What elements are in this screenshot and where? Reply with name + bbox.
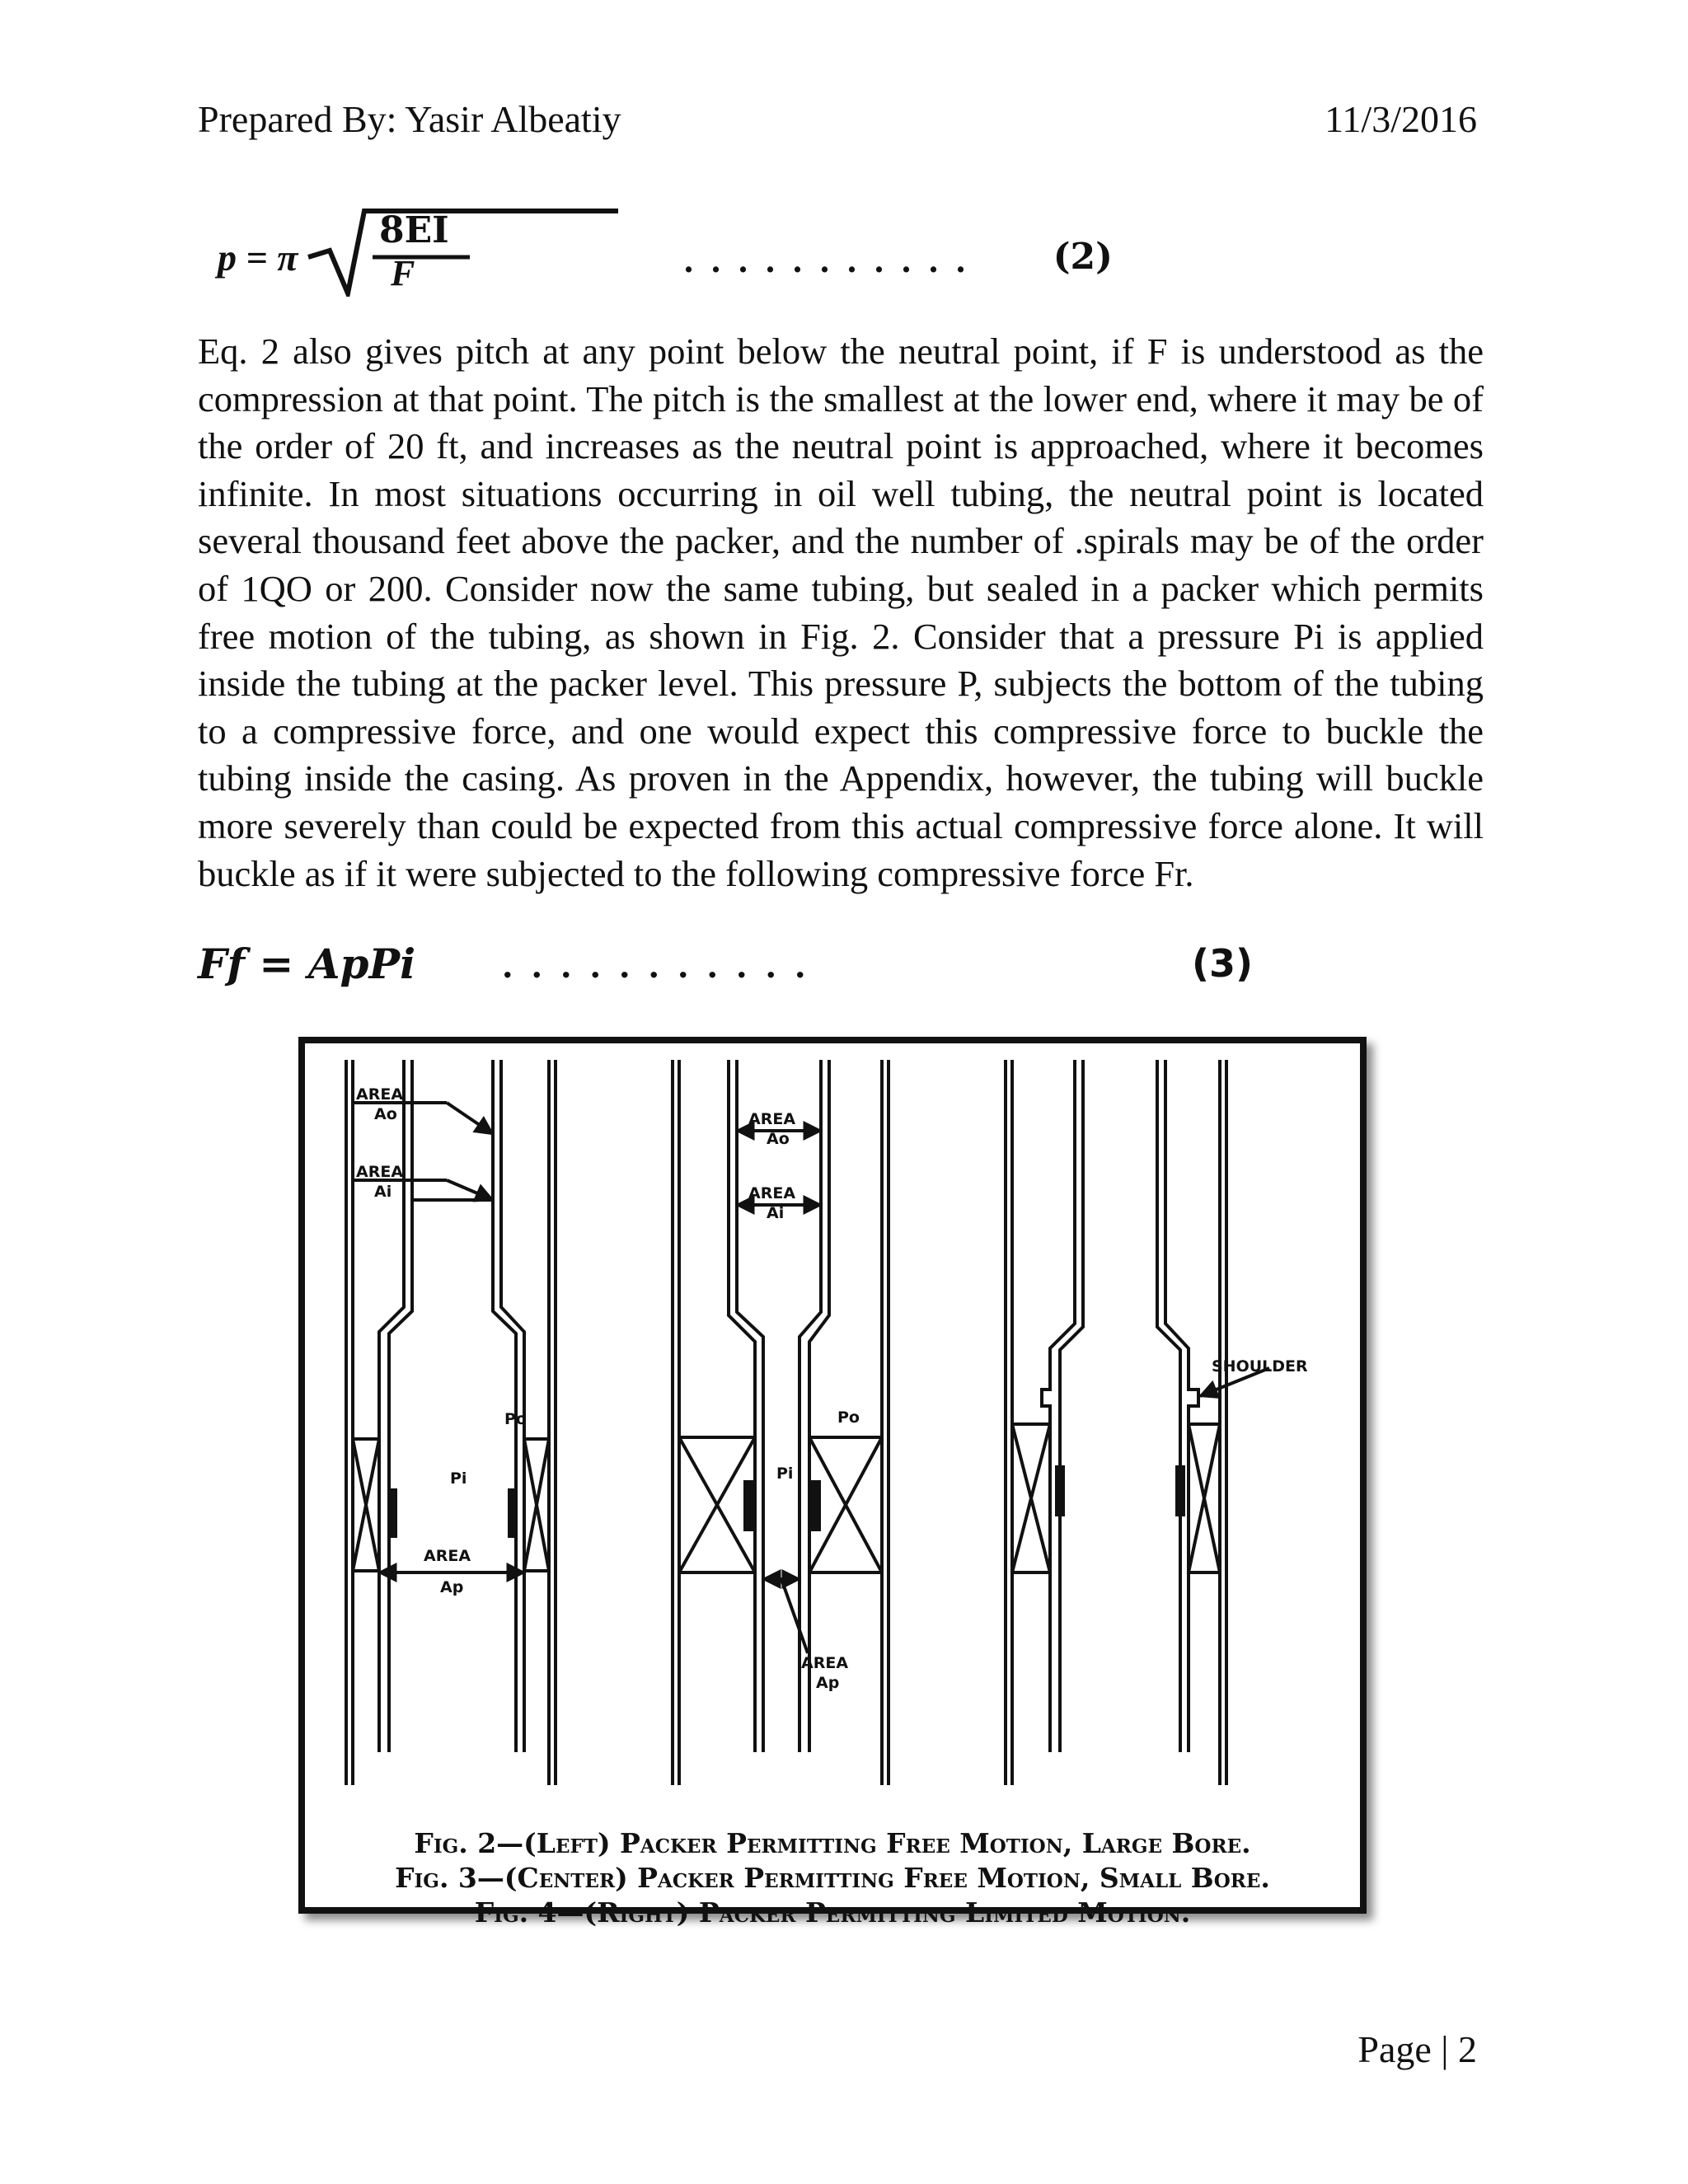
figure-caption-2: Fig. 2—(Left) Packer Permitting Free Motion, Large Bore. — [414, 1827, 1251, 1859]
equation-2-numerator: 8EI — [379, 209, 449, 251]
fig2-ai-label: Ai — [374, 1183, 392, 1201]
fig2-pi-label: Pi — [450, 1469, 467, 1488]
fig3-ao-label: Ao — [767, 1130, 790, 1148]
equation-2 — [198, 194, 1113, 307]
fig3-po-label: Po — [837, 1408, 860, 1427]
figure-caption-3: Fig. 3—(Center) Packer Permitting Free Motion, Small Bore. — [395, 1862, 1270, 1894]
fig2-area-ao-label: AREA — [356, 1085, 404, 1104]
page-number: Page | 2 — [1357, 2028, 1477, 2070]
equation-3-lhs: Ff = ApPi — [198, 940, 416, 988]
fig2-area-ap-label: AREA — [424, 1547, 471, 1565]
fig3-area-ap-label: AREA — [801, 1654, 849, 1672]
fig2-po-label: Po — [504, 1410, 527, 1428]
fig2-area-ai-label: AREA — [356, 1163, 404, 1181]
header-prepared-by: Prepared By: Yasir Albeatiy — [198, 98, 621, 140]
equation-2-leader-dots: ........... — [684, 240, 983, 280]
body-paragraph: Eq. 2 also gives pitch at any point below the neutral point, if F is understood as the compression at that point. The pitch is the smallest at the lower end, where it may be of the order of 20 ft, and increases as the neutral point is approached, where it becomes infinite. In most situations occurring in oil well tubing, the neutral point is located several thousand feet above the packer, and the number of .spirals may be of the order of 1QO or 200. Consider now the same tubing, but sealed in a packer which permits free motion of the tubing, as shown in Fig. 2. Consider that a pressure Pi is applied inside the tubing at the packer level. This pressure P, subjects the bottom of the tubing to a compressive force, and one would expect this compressive force to buckle the tubing inside the casing. As proven in the Appendix, however, the tubing will buckle more severely than could be expected from this actual compressive force alone. It will buckle as if it were subjected to the following compressive force Fr. — [198, 330, 1484, 894]
fig2-ao-label: Ao — [374, 1105, 397, 1123]
fig2-ap-label: Ap — [440, 1578, 464, 1596]
packer-figure — [298, 1037, 1367, 1929]
equation-3-leader-dots: ........... — [503, 944, 825, 986]
figure-captions — [305, 1826, 1360, 1930]
equation-3 — [198, 940, 1253, 1005]
fig3-ap-label: Ap — [816, 1674, 840, 1692]
equation-3-tag: (3) — [1191, 941, 1253, 986]
equation-2-denominator: F — [391, 253, 415, 293]
fig3-area-ai-label: AREA — [748, 1184, 796, 1202]
equation-2-lhs: p = π — [218, 237, 298, 279]
header-date: 11/3/2016 — [1325, 98, 1477, 140]
fig3-ai-label: Ai — [767, 1204, 785, 1222]
equation-2-tag: (2) — [1053, 236, 1113, 278]
fig4-shoulder-label: SHOULDER — [1212, 1357, 1308, 1376]
square-root-icon — [305, 204, 668, 297]
fig3-area-ao-label: AREA — [748, 1110, 796, 1128]
packer-diagram — [305, 1043, 1360, 1818]
figure-caption-4: Fig. 4—(Right) Packer Permitting Limited Motion. — [474, 1896, 1191, 1929]
fig3-pi-label: Pi — [776, 1465, 794, 1483]
